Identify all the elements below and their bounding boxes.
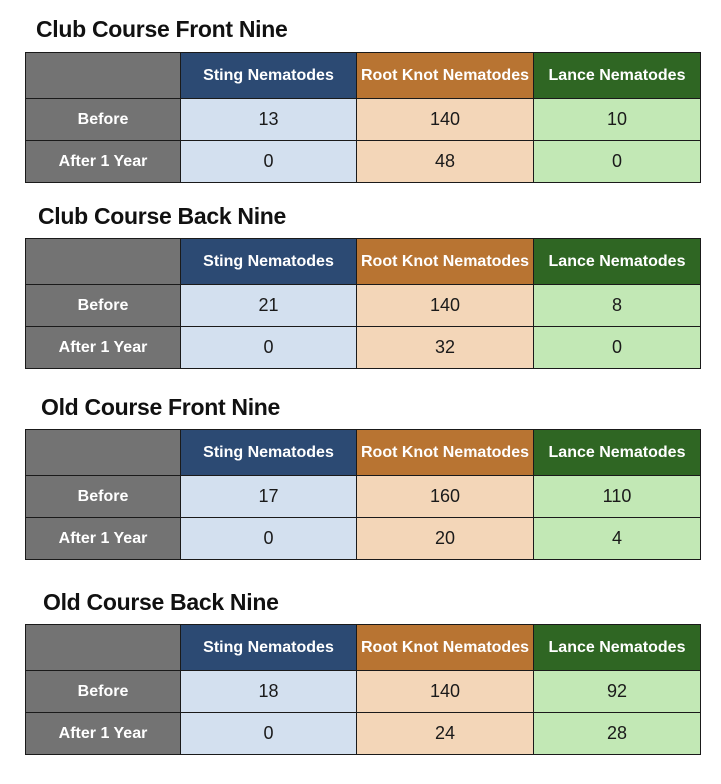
cell-root-knot: 48	[357, 141, 534, 183]
table-row	[26, 476, 701, 518]
cell-sting: 17	[181, 476, 357, 518]
header-sting: Sting Nematodes	[181, 430, 357, 476]
row-label: Before	[26, 476, 181, 518]
header-row	[26, 239, 701, 285]
cell-sting: 0	[181, 327, 357, 369]
row-label: After 1 Year	[26, 141, 181, 183]
table-row	[26, 141, 701, 183]
header-row	[26, 53, 701, 99]
cell-root-knot: 140	[357, 285, 534, 327]
table-row	[26, 713, 701, 755]
corner-cell	[26, 625, 181, 671]
cell-lance: 92	[534, 671, 701, 713]
cell-sting: 21	[181, 285, 357, 327]
cell-root-knot: 20	[357, 518, 534, 560]
row-label: Before	[26, 671, 181, 713]
cell-root-knot: 140	[357, 671, 534, 713]
cell-sting: 0	[181, 713, 357, 755]
cell-root-knot: 140	[357, 99, 534, 141]
row-label: Before	[26, 285, 181, 327]
cell-sting: 0	[181, 518, 357, 560]
table-row	[26, 327, 701, 369]
table-row	[26, 99, 701, 141]
section-title: Club Course Front Nine	[36, 16, 288, 42]
header-sting: Sting Nematodes	[181, 53, 357, 99]
section-title: Club Course Back Nine	[38, 203, 287, 229]
header-sting: Sting Nematodes	[181, 239, 357, 285]
nematode-table	[25, 238, 701, 369]
nematode-table	[25, 429, 701, 560]
nematode-table	[25, 52, 701, 183]
corner-cell	[26, 239, 181, 285]
cell-root-knot: 24	[357, 713, 534, 755]
header-sting: Sting Nematodes	[181, 625, 357, 671]
nematode-table	[25, 624, 701, 755]
row-label: After 1 Year	[26, 518, 181, 560]
cell-lance: 0	[534, 327, 701, 369]
cell-lance: 28	[534, 713, 701, 755]
header-lance: Lance Nematodes	[534, 53, 701, 99]
cell-lance: 0	[534, 141, 701, 183]
cell-sting: 13	[181, 99, 357, 141]
cell-sting: 18	[181, 671, 357, 713]
row-label: After 1 Year	[26, 327, 181, 369]
header-row	[26, 625, 701, 671]
cell-lance: 10	[534, 99, 701, 141]
header-root-knot: Root Knot Nematodes	[357, 53, 534, 99]
cell-root-knot: 32	[357, 327, 534, 369]
cell-sting: 0	[181, 141, 357, 183]
header-lance: Lance Nematodes	[534, 430, 701, 476]
header-root-knot: Root Knot Nematodes	[357, 239, 534, 285]
corner-cell	[26, 430, 181, 476]
cell-lance: 8	[534, 285, 701, 327]
table-row	[26, 518, 701, 560]
cell-lance: 4	[534, 518, 701, 560]
corner-cell	[26, 53, 181, 99]
header-lance: Lance Nematodes	[534, 239, 701, 285]
row-label: Before	[26, 99, 181, 141]
section-title: Old Course Front Nine	[41, 394, 281, 420]
table-row	[26, 671, 701, 713]
table-row	[26, 285, 701, 327]
row-label: After 1 Year	[26, 713, 181, 755]
header-root-knot: Root Knot Nematodes	[357, 430, 534, 476]
header-root-knot: Root Knot Nematodes	[357, 625, 534, 671]
header-row	[26, 430, 701, 476]
cell-root-knot: 160	[357, 476, 534, 518]
section-title: Old Course Back Nine	[43, 589, 279, 615]
header-lance: Lance Nematodes	[534, 625, 701, 671]
cell-lance: 110	[534, 476, 701, 518]
